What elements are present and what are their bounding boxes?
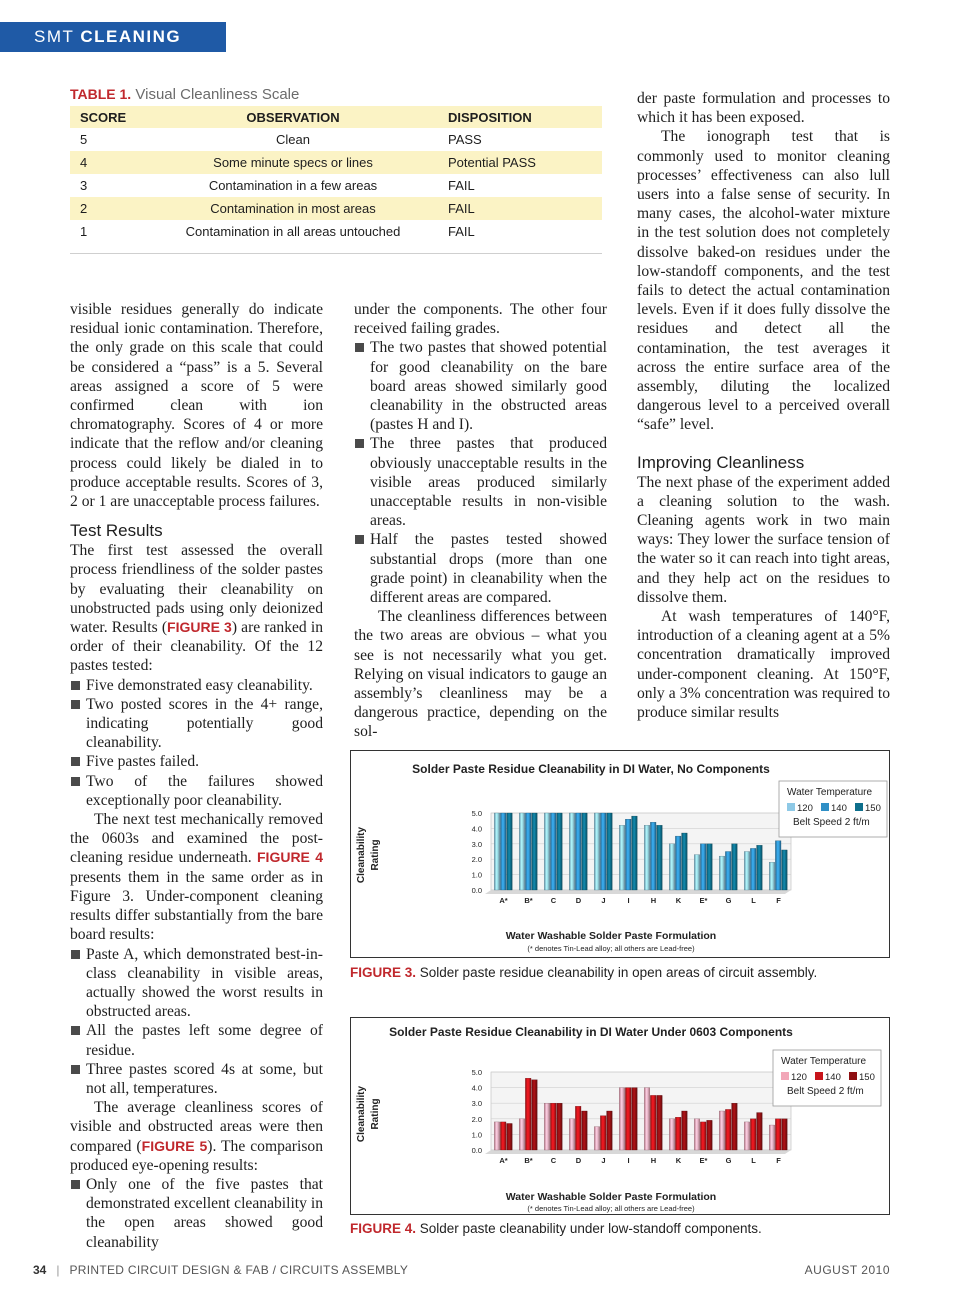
cell-score: 4 xyxy=(70,151,148,174)
bar xyxy=(575,1106,581,1150)
visual-cleanliness-table xyxy=(70,86,602,254)
list-item: Two posted scores in the 4+ range, indicating potentially good cleanability. xyxy=(70,695,323,753)
paragraph: At wash temperatures of 140°F, introduction of a cleaning agent at a 5% concentration dramatically improved under-component cleaning. At 150°F, only a 3% concentration was required to produce similar results xyxy=(637,608,890,722)
table-row xyxy=(70,128,602,151)
x-tick-label: H xyxy=(650,896,657,905)
list-item: The three pastes that produced obviously unacceptable results in the visible areas produced similarly unacceptable results in non-visible areas. xyxy=(354,434,607,530)
bar xyxy=(694,1119,700,1150)
figure-4-chart xyxy=(350,1017,890,1215)
cell-disposition: FAIL xyxy=(448,178,475,193)
bar xyxy=(732,844,738,890)
chart-note: (* denotes Tin-Lead alloy; all others are Lead-free) xyxy=(527,944,695,953)
bar xyxy=(544,813,550,890)
x-tick-label: C xyxy=(550,896,557,905)
x-tick-label: K xyxy=(675,1156,682,1165)
bar xyxy=(644,1088,650,1150)
x-tick-label: E* xyxy=(699,1156,708,1165)
bar xyxy=(544,1103,550,1150)
y-tick-label: 4.0 xyxy=(471,1083,482,1093)
bar xyxy=(682,833,688,890)
bar xyxy=(750,848,756,890)
heading-test-results: Test Results xyxy=(70,521,163,541)
bar xyxy=(569,1119,575,1150)
bar xyxy=(600,813,606,890)
figure-5-reference: FIGURE 5 xyxy=(141,1137,208,1154)
table-row xyxy=(70,151,602,174)
cell-observation: Contamination in most areas xyxy=(148,197,438,220)
bar xyxy=(675,1117,681,1150)
bar xyxy=(607,813,613,890)
bar xyxy=(594,813,600,890)
y-tick-label: 5.0 xyxy=(471,809,482,818)
paragraph xyxy=(70,541,323,675)
figure-caption-text: Solder paste cleanability under low-standoff components. xyxy=(419,1221,762,1236)
bar xyxy=(582,813,588,890)
bar xyxy=(769,1125,775,1150)
section-label-bold: CLEANING xyxy=(80,27,182,46)
cell-disposition: PASS xyxy=(448,132,482,147)
paragraph: der paste formulation and processes to which it has been exposed. xyxy=(637,90,890,127)
bar xyxy=(594,1127,600,1150)
table-rule xyxy=(70,253,602,254)
bar xyxy=(525,813,531,890)
text-run: The first test assessed the overall process friendliness of the solder pastes by evaluating their cleanability on unobstructed pads using only deionized water. Results ( xyxy=(70,542,323,637)
bar xyxy=(719,1111,725,1150)
list-item: Three pastes scored 4s at some, but not all, temperatures. xyxy=(70,1060,323,1098)
bar xyxy=(569,813,575,890)
bar xyxy=(650,1095,656,1150)
chart-legend xyxy=(773,1050,881,1106)
bar xyxy=(625,1088,631,1150)
y-axis-label: Cleanability xyxy=(356,1085,367,1143)
bar xyxy=(675,836,681,890)
x-tick-label: C xyxy=(550,1156,557,1165)
cell-disposition: FAIL xyxy=(438,197,602,220)
figure-4-caption xyxy=(350,1221,910,1236)
cell-score: 1 xyxy=(80,224,88,239)
x-tick-label: I xyxy=(627,896,630,905)
paragraph: The next phase of the experiment added a cleaning solution to the wash. Cleaning agents work in two main ways: They lower the surface tension of the water so it can reach into tight areas, and they help act on the residues to dissolve them. xyxy=(637,473,890,606)
scale-table xyxy=(70,106,602,243)
bar xyxy=(507,813,513,890)
x-tick-label: F xyxy=(776,1156,781,1165)
bullet-list xyxy=(70,676,323,810)
section-tab xyxy=(0,22,226,52)
figure-3-caption xyxy=(350,965,910,980)
article-column-3 xyxy=(637,89,890,722)
bar xyxy=(494,813,500,890)
y-tick-label: 2.0 xyxy=(471,1114,482,1124)
bar xyxy=(607,1111,613,1150)
cell-score: 2 xyxy=(70,197,148,220)
x-tick-label: K xyxy=(675,896,682,905)
bar xyxy=(769,862,775,890)
bar xyxy=(532,813,538,890)
x-tick-label: A* xyxy=(499,1156,508,1165)
cell-score: 3 xyxy=(80,178,88,193)
x-tick-label: D xyxy=(575,1156,582,1165)
legend-swatch xyxy=(849,1072,857,1080)
bar xyxy=(532,1080,538,1150)
heading-improving-cleanliness: Improving Cleanliness xyxy=(637,452,805,472)
legend-label: 140 xyxy=(831,803,847,814)
x-tick-label: F xyxy=(776,896,781,905)
bar xyxy=(707,1120,713,1150)
y-tick-label: 4.0 xyxy=(471,824,482,834)
bar xyxy=(725,852,731,891)
figure-label: FIGURE 4. xyxy=(350,1221,417,1236)
table-row xyxy=(70,197,602,220)
bar xyxy=(719,856,725,890)
bar xyxy=(782,850,788,890)
bar xyxy=(757,1113,763,1150)
bar xyxy=(557,813,563,890)
cell-observation: Contamination in a few areas xyxy=(208,178,378,193)
bar xyxy=(669,1119,675,1150)
cell-score: 5 xyxy=(80,132,88,147)
legend-swatch xyxy=(821,803,829,811)
y-tick-label: 1.0 xyxy=(471,1130,482,1140)
x-tick-label: L xyxy=(751,1156,756,1165)
list-item: Five demonstrated easy cleanability. xyxy=(70,676,323,695)
text-run: ) are ranked in order of their cleanability. Of the 12 pastes tested: xyxy=(70,619,323,675)
y-tick-label: 2.0 xyxy=(471,855,482,865)
legend-label: 140 xyxy=(825,1072,841,1083)
paragraph: The cleanliness differences between the two areas are obvious – what you see is not necessarily what you get. Relying on visual indicators to gauge an assembly’s cleanliness may be a dangerous practice, depending on the sol- xyxy=(354,608,607,741)
list-item: Half the pastes tested showed substantial drops (more than one grade point) in cleanability when the different areas are compared. xyxy=(354,530,607,607)
bar xyxy=(744,852,750,891)
cell-disposition: Potential PASS xyxy=(438,151,602,174)
y-axis-label: Rating xyxy=(370,1098,381,1130)
x-tick-label: J xyxy=(601,1156,606,1165)
table-row xyxy=(70,220,602,243)
page-footer xyxy=(33,1263,890,1277)
paragraph xyxy=(70,1098,323,1175)
bar xyxy=(694,855,700,890)
bar xyxy=(500,813,506,890)
bullet-list xyxy=(70,1175,323,1252)
bar xyxy=(750,1119,756,1150)
bar xyxy=(525,1078,531,1150)
table-header-row xyxy=(70,106,602,128)
x-tick-label: H xyxy=(650,1156,657,1165)
table-label: TABLE 1. xyxy=(70,86,132,102)
plot-floor xyxy=(485,1150,791,1154)
list-item: All the pastes left some degree of residue. xyxy=(70,1021,323,1059)
plot-floor xyxy=(485,890,791,894)
bar xyxy=(707,844,713,890)
bar xyxy=(519,1119,525,1150)
y-tick-label: 0.0 xyxy=(471,1146,482,1155)
text-run: The next test mechanically removed the 0603s and examined the post-cleaning residue underneath. xyxy=(70,811,323,867)
list-item: Two of the failures showed exceptionally poor cleanability. xyxy=(70,772,323,810)
text-run: presents them in the same order as in Figure 3. Under-component cleaning results differ substantially from the bare board results: xyxy=(70,868,323,944)
paragraph xyxy=(70,810,323,944)
table-caption xyxy=(70,86,602,103)
y-axis-label: Cleanability xyxy=(356,826,367,884)
page-number: 34 xyxy=(33,1263,47,1277)
bar xyxy=(725,1109,731,1150)
bar xyxy=(600,1116,606,1150)
publication-name: PRINTED CIRCUIT DESIGN & FAB / CIRCUITS ASSEMBLY xyxy=(69,1263,409,1277)
legend-label: 120 xyxy=(791,1072,807,1083)
header-disposition: DISPOSITION xyxy=(438,106,602,128)
bar xyxy=(494,1122,500,1150)
bar xyxy=(550,813,556,890)
x-tick-label: L xyxy=(751,896,756,905)
x-axis-label: Water Washable Solder Paste Formulation xyxy=(505,930,717,942)
bar xyxy=(744,1122,750,1150)
cell-observation: Clean xyxy=(276,132,310,147)
chart-note: (* denotes Tin-Lead alloy; all others are Lead-free) xyxy=(527,1204,695,1213)
bar xyxy=(619,825,625,890)
chart-svg xyxy=(351,751,888,956)
bar xyxy=(650,822,656,890)
bar xyxy=(632,1088,638,1150)
bar xyxy=(757,845,763,890)
y-tick-label: 3.0 xyxy=(471,839,482,849)
legend-footer: Belt Speed 2 ft/m xyxy=(787,1086,864,1097)
bar xyxy=(550,1103,556,1150)
bar xyxy=(619,1088,625,1150)
legend-title: Water Temperature xyxy=(781,1056,867,1067)
paragraph: under the components. The other four received failing grades. xyxy=(354,301,607,338)
chart-legend xyxy=(779,781,887,837)
y-tick-label: 0.0 xyxy=(471,886,482,895)
bullet-list xyxy=(70,945,323,1099)
bar xyxy=(644,825,650,890)
x-axis-label: Water Washable Solder Paste Formulation xyxy=(505,1191,717,1203)
x-tick-label: J xyxy=(601,896,606,905)
x-tick-label: I xyxy=(627,1156,630,1165)
paragraph: visible residues generally do indicate residual ionic contamination. Therefore, the only grade on this scale that could be considered a “pass” is a 5. Several areas assigned a score of 5 were confirmed clean with ion chromatography. Scores of 4 or more indicate that the reflow and/or cleaning process could likely be dialed in to produce acceptable results. Scores of 3, 2 or 1 are unacceptable process failures. xyxy=(70,301,323,511)
figure-4-reference: FIGURE 4 xyxy=(257,849,323,866)
cell-observation: Some minute specs or lines xyxy=(148,151,438,174)
y-tick-label: 5.0 xyxy=(471,1068,482,1077)
bar xyxy=(700,844,706,890)
legend-label: 150 xyxy=(859,1072,875,1083)
x-tick-label: E* xyxy=(699,896,708,905)
list-item: Five pastes failed. xyxy=(70,752,323,771)
text-run: The average cleanliness scores of visible and obstructed areas were then compared ( xyxy=(70,1099,323,1155)
bar xyxy=(507,1123,513,1150)
article-column-1 xyxy=(70,300,323,1252)
bar xyxy=(519,813,525,890)
bar xyxy=(669,844,675,890)
bar xyxy=(657,1095,663,1150)
legend-label: 120 xyxy=(797,803,813,814)
bar xyxy=(582,1111,588,1150)
figure-3-reference: FIGURE 3 xyxy=(167,619,232,636)
bar xyxy=(575,813,581,890)
list-item: The two pastes that showed potential for good cleanability on the bare board areas showed similarly good cleanability in the obstructed areas (pastes H and I). xyxy=(354,338,607,434)
legend-label: 150 xyxy=(865,803,881,814)
bar xyxy=(625,819,631,890)
bar xyxy=(632,816,638,890)
figure-3-chart xyxy=(350,750,890,958)
table-row xyxy=(70,174,602,197)
cell-observation: Contamination in all areas untouched xyxy=(185,224,401,239)
chart-title: Solder Paste Residue Cleanability in DI Water, No Components xyxy=(412,762,770,776)
bar xyxy=(500,1122,506,1150)
issue-date: AUGUST 2010 xyxy=(804,1263,890,1277)
figure-label: FIGURE 3. xyxy=(350,965,417,980)
bar xyxy=(782,1119,788,1150)
header-observation: OBSERVATION xyxy=(148,106,438,128)
bar xyxy=(775,1119,781,1150)
legend-swatch xyxy=(787,803,795,811)
list-item: Only one of the five pastes that demonstrated excellent cleanability in the open areas showed good cleanability xyxy=(70,1175,323,1252)
x-tick-label: B* xyxy=(524,1156,533,1165)
y-axis-label: Rating xyxy=(370,839,381,871)
cell-disposition: FAIL xyxy=(448,224,475,239)
table-title: Visual Cleanliness Scale xyxy=(135,86,300,103)
bar xyxy=(657,825,663,890)
bar xyxy=(557,1103,563,1150)
chart-title: Solder Paste Residue Cleanability in DI Water Under 0603 Components xyxy=(389,1025,793,1039)
bar xyxy=(775,841,781,890)
section-label: SMT xyxy=(34,27,75,46)
list-item: Paste A, which demonstrated best-in-class cleanability in visible areas, actually showed the worst results in obstructed areas. xyxy=(70,945,323,1022)
x-tick-label: G xyxy=(725,1156,732,1165)
chart-svg xyxy=(351,1018,888,1213)
header-score: SCORE xyxy=(70,106,148,128)
paragraph: The ionograph test that is commonly used to monitor cleaning processes’ effectiveness can also lull users into a false sense of security. In many cases, the alcohol-water mixture in the test solution does not completely dissolve baked-on residues under the low-standoff components, and the test fails to detect the actual contamination levels. Even if it does fully dissolve the residues and detect all the contamination, the test averages it across the entire surface area of the assembly, diluting the localized dangerous level to a perceived overall “safe” level. xyxy=(637,128,890,434)
y-tick-label: 1.0 xyxy=(471,870,482,880)
legend-title: Water Temperature xyxy=(787,787,873,798)
y-tick-label: 3.0 xyxy=(471,1099,482,1109)
footer-separator: | xyxy=(56,1263,60,1277)
x-tick-label: G xyxy=(725,896,732,905)
legend-swatch xyxy=(815,1072,823,1080)
legend-footer: Belt Speed 2 ft/m xyxy=(793,817,870,828)
bullet-list xyxy=(354,338,607,607)
legend-swatch xyxy=(855,803,863,811)
x-tick-label: A* xyxy=(499,896,508,905)
text-run: ). The comparison produced eye-opening results: xyxy=(70,1137,323,1174)
figure-caption-text: Solder paste residue cleanability in open areas of circuit assembly. xyxy=(419,965,818,980)
article-column-2 xyxy=(354,300,607,742)
x-tick-label: D xyxy=(575,896,582,905)
bar xyxy=(732,1103,738,1150)
bar xyxy=(682,1111,688,1150)
legend-swatch xyxy=(781,1072,789,1080)
x-tick-label: B* xyxy=(524,896,533,905)
bar xyxy=(700,1122,706,1150)
